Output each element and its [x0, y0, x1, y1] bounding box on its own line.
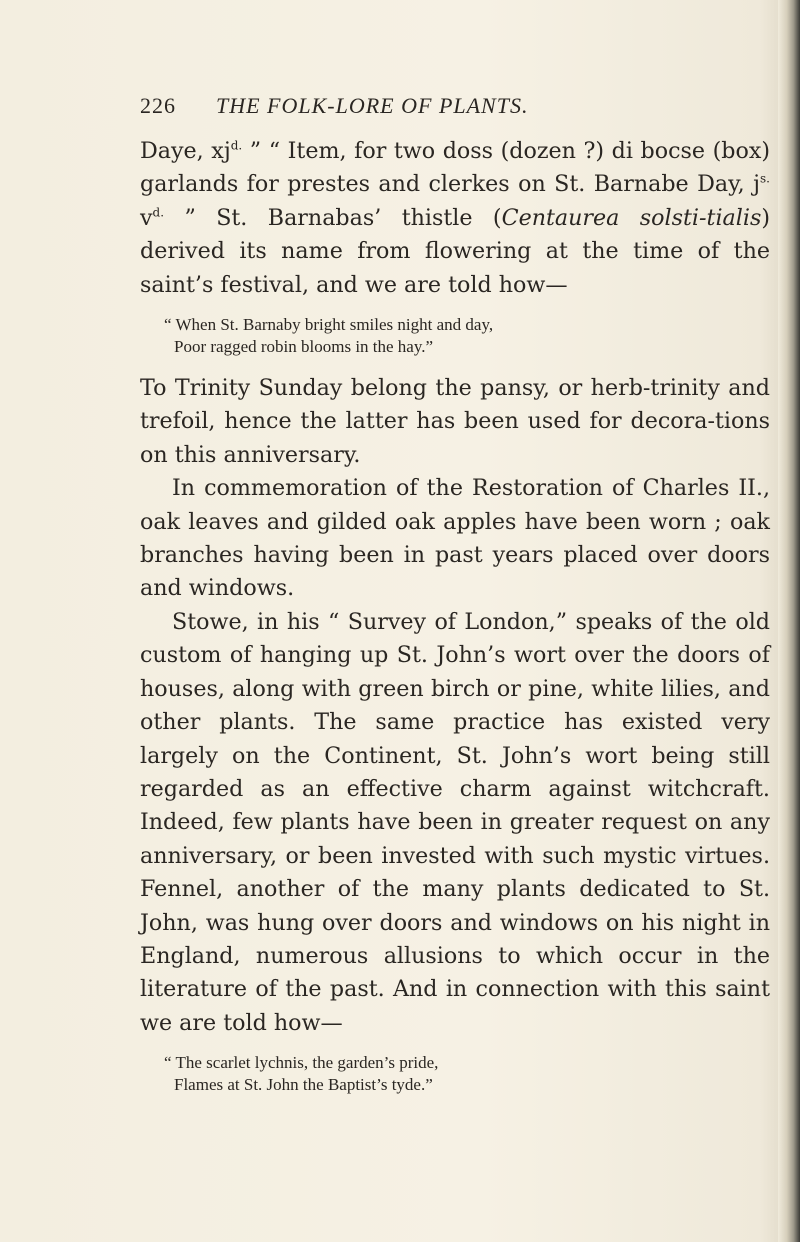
paragraph-barnabas	[140, 135, 770, 302]
superscript: d.	[152, 205, 165, 220]
superscript: s.	[760, 172, 770, 187]
running-title: THE FOLK-LORE OF PLANTS.	[216, 93, 529, 118]
text-run: ” “ Item, for two doss (dozen ?) di bocse (box) garlands for prestes and clerkes on St. Barnabe Day, j	[140, 138, 771, 198]
page-number: 226	[140, 93, 176, 118]
superscript: d.	[230, 138, 243, 153]
verse-line: “ The scarlet lychnis, the garden’s pride,	[164, 1053, 439, 1073]
paragraph-stowe: Stowe, in his “ Survey of London,” speaks of the old custom of hanging up St. John’s wort over the doors of houses, along with green birch or pine, white lilies, and other plants. The same practice has existed very largely on the Continent, St. John’s wort being still regarded as an effective charm against witchcraft. Indeed, few plants have been in greater request on any anniversary, or been invested with such mystic virtues. Fennel, another of the many plants dedicated to St. John, was hung over doors and windows on his night in England, numerous allusions to which occur in the literature of the past. And in connection with this saint we are told how—	[140, 608, 770, 1036]
paragraph-restoration: In commemoration of the Restoration of Charles II., oak leaves and gilded oak apples have been worn ; oak branches having been in past years placed over doors and windows.	[140, 475, 770, 602]
verse-barnaby	[164, 314, 770, 358]
verse-line: Poor ragged robin blooms in the hay.”	[174, 337, 434, 357]
text-run: ” St. Barnabas’ thistle (	[164, 204, 502, 231]
text-run: v	[140, 204, 153, 231]
verse-line: Flames at St. John the Baptist’s tyde.”	[174, 1075, 433, 1095]
paragraph-trinity: To Trinity Sunday belong the pansy, or herb-trinity and trefoil, hence the latter has been used for decora-tions on this anniversary.	[140, 375, 770, 468]
running-header	[140, 93, 528, 119]
verse-line: “ When St. Barnaby bright smiles night and day,	[164, 315, 494, 335]
italic-latin-name: Centaurea solsti-tialis	[501, 204, 762, 231]
page-binding-shadow	[778, 0, 800, 1242]
text-run: Daye, xj	[140, 138, 231, 164]
page-body	[140, 135, 770, 1110]
text-run: ) derived its name from flowering at the time of the saint’s festival, and we are told how—	[140, 204, 771, 298]
verse-lychnis	[164, 1052, 770, 1096]
